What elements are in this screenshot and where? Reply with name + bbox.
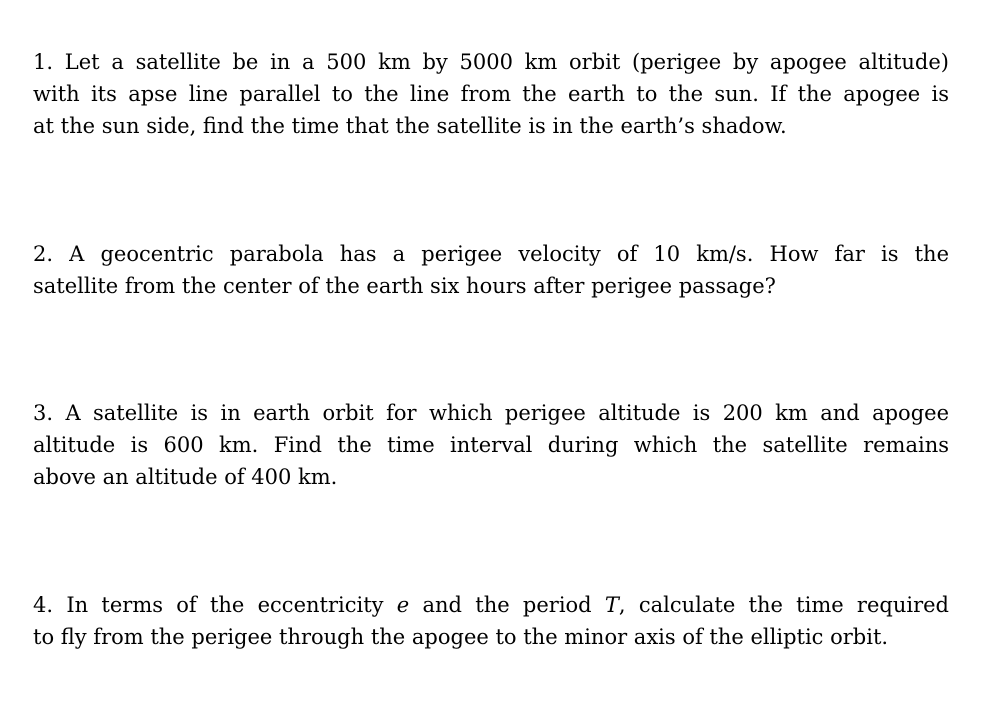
problem-2-line-2: satellite from the center of the earth six hours after perigee passage? xyxy=(33,274,776,298)
problem-2-line-1 xyxy=(33,238,949,270)
problem-number: 3. xyxy=(33,401,54,425)
problem-number: 4. xyxy=(33,593,54,617)
problem-3-line-1 xyxy=(33,397,949,429)
problem-1-line-2: with its apse line parallel to the line from the earth to the sun. If the apogee is xyxy=(33,82,949,106)
problem-2 xyxy=(33,238,949,302)
math-variable-T: T xyxy=(604,593,619,617)
problem-text: Let a satellite be in a 500 km by 5000 km orbit (perigee by apogee altitude) xyxy=(64,50,949,74)
problem-text: A geocentric parabola has a perigee velocity of 10 km/s. How far is the xyxy=(69,242,949,266)
problem-4-line-1 xyxy=(33,589,949,621)
problem-number: 2. xyxy=(33,242,54,266)
problem-text: A satellite is in earth orbit for which perigee altitude is 200 km and apogee xyxy=(65,401,949,425)
problem-4-line-2: to fly from the perigee through the apogee to the minor axis of the elliptic orbit. xyxy=(33,625,889,649)
problem-number: 1. xyxy=(33,50,54,74)
problem-3-line-2: altitude is 600 km. Find the time interval during which the satellite remains xyxy=(33,433,949,457)
problem-3 xyxy=(33,397,949,493)
problem-1-line-3: at the sun side, find the time that the satellite is in the earth’s shadow. xyxy=(33,114,787,138)
problem-text: and the period xyxy=(422,593,592,617)
problem-text: In terms of the eccentricity xyxy=(66,593,384,617)
problem-text: , calculate the time required xyxy=(618,593,949,617)
problem-1 xyxy=(33,46,949,142)
problem-4 xyxy=(33,589,949,653)
problem-3-line-3: above an altitude of 400 km. xyxy=(33,465,338,489)
math-variable-e: e xyxy=(396,593,410,617)
problem-1-line-1 xyxy=(33,46,949,78)
